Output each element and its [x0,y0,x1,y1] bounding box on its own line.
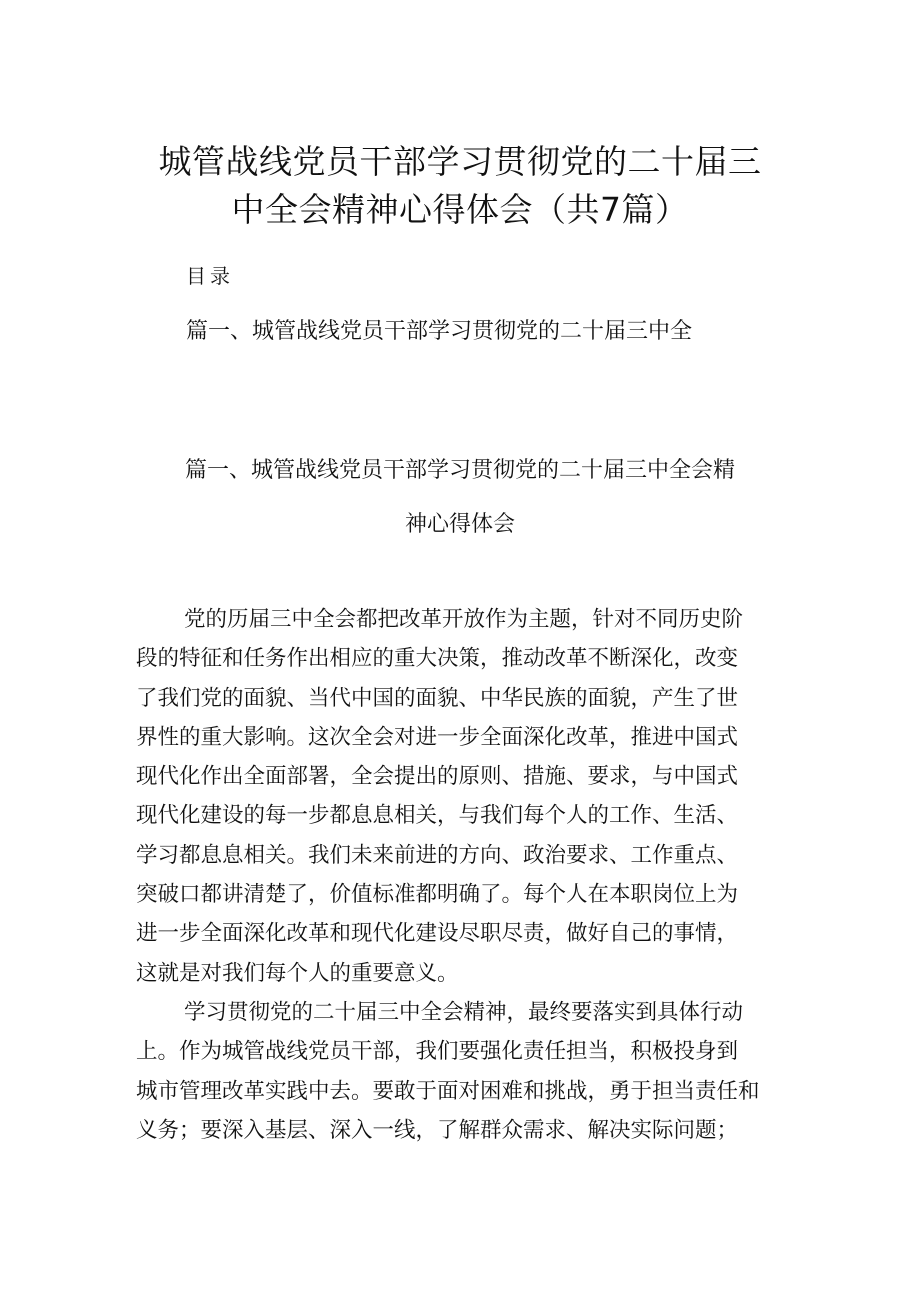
body-line: 城市管理改革实践中去。要敢于面对困难和挑战，勇于担当责任和 [136,1078,760,1104]
body-line: 上。作为城管战线党员干部，我们要强化责任担当，积极投身到 [136,1039,739,1065]
body-line: 党的历届三中全会都把改革开放作为主题，针对不同历史阶 [184,607,744,632]
body-line: 进一步全面深化改革和现代化建设尽职尽责，做好自己的事情， [136,921,739,947]
toc-label: 目录 [186,264,234,288]
body-line: 这就是对我们每个人的重要意义。 [136,960,459,986]
body-text [136,600,786,1150]
section-title-line-2: 神心得体会 [404,512,515,537]
section-title-line-1: 篇一、城管战线党员干部学习贯彻党的二十届三中全会精 [184,458,735,483]
body-line: 段的特征和任务作出相应的重大决策，推动改革不断深化，改变 [136,646,739,672]
section-title [120,444,800,552]
document-title-line-2: 中全会精神心得体会（共7篇） [231,190,689,229]
document-title-line-1: 城管战线党员干部学习贯彻党的二十届三 [158,142,762,181]
body-line: 现代化建设的每一步都息息相关，与我们每个人的工作、生活、 [136,803,739,829]
body-line: 了我们党的面貌、当代中国的面貌、中华民族的面貌，产生了世 [136,685,739,711]
body-line: 突破口都讲清楚了，价值标准都明确了。每个人在本职岗位上为 [136,882,739,908]
body-line: 界性的重大影响。这次全会对进一步全面深化改革，推进中国式 [136,724,739,750]
body-line: 学习贯彻党的二十届三中全会精神，最终要落实到具体行动 [184,999,744,1025]
body-line: 现代化作出全面部署，全会提出的原则、措施、要求，与中国式 [136,764,739,790]
document-title [120,138,800,234]
toc-item-1[interactable]: 篇一、城管战线党员干部学习贯彻党的二十届三中全 [186,319,693,344]
body-line: 学习都息息相关。我们未来前进的方向、政治要求、工作重点、 [136,842,739,868]
body-line: 义务；要深入基层、深入一线，了解群众需求、解决实际问题； [136,1117,739,1143]
